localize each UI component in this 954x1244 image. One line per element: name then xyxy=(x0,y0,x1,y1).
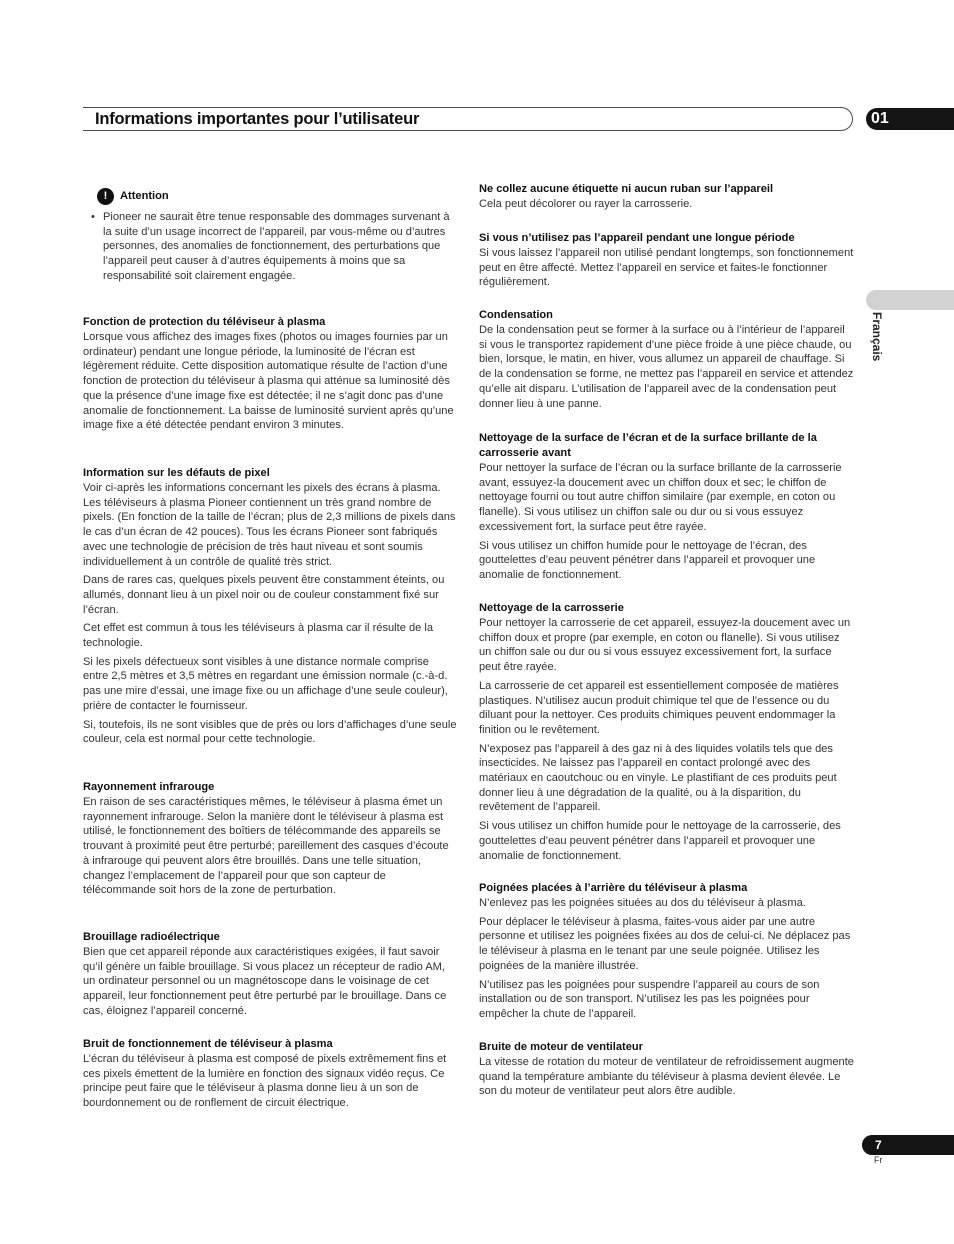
chapter-number: 01 xyxy=(871,110,889,127)
section-paragraph: Lorsque vous affichez des images fixes (photos ou images fournies par un ordinateur) pendant une longue période, la luminosité de l’écran est légèrement réduite. Cette disposition automatique résulte de l’action d’une fonction de protection du téléviseur à plasma qui atténue sa luminosité dès que la présence d’une image fixe est détectée; il ne s’agit donc pas d’une anomalie de fonctionnement. La baisse de luminosité survient après qu’une image fixe a été détectée pendant environ 3 minutes. xyxy=(83,331,454,432)
section-paragraph: Pour nettoyer la surface de l’écran ou la surface brillante de la carrosserie avant, essuyez-la doucement avec un chiffon doux et sec; le chiffon de nettoyage fourni ou tout autre chiffon similaire (par exemple, en coton ou flanelle). Si vous utilisez un chiffon sale ou dur ou si vous essuyez excessivement fort, la surface peut être rayée. xyxy=(479,462,842,533)
attention-label: Attention xyxy=(120,190,169,202)
page-title: Informations importantes pour l’utilisateur xyxy=(95,110,420,128)
section-paragraph: Pour nettoyer la carrosserie de cet appareil, essuyez-la doucement avec un chiffon doux et propre (par exemple, en coton ou flanelle). Si vous utilisez un chiffon sale ou dur ou si vous essuyez excessivement fort, la surface peut être rayée. xyxy=(479,617,851,674)
section-operating-noise xyxy=(83,1037,457,1115)
section-fan-noise xyxy=(479,1040,854,1103)
section-plasma-protection xyxy=(83,315,457,437)
section-heading: Si vous n’utilisez pas l’appareil pendant une longue période xyxy=(479,232,795,244)
section-heading: Nettoyage de la surface de l’écran et de la surface brillante de la carrosserie avant xyxy=(479,432,817,459)
section-heading: Poignées placées à l’arrière du téléviseur à plasma xyxy=(479,882,748,894)
section-paragraph: Si, toutefois, ils ne sont visibles que de près ou lors d’affichages d’une seule couleur, cela est normal pour cette technologie. xyxy=(83,718,457,746)
section-paragraph: Bien que cet appareil réponde aux caractéristiques exigées, il faut savoir qu’il génère un faible brouillage. Si vous placez un récepteur de radio AM, un ordinateur personnel ou un magnétoscope dans le voisinage de cet appareil, leur fonctionnement peut être perturbé par le brouillage. Dans ce cas, éloignez l’appareil concerné. xyxy=(83,946,447,1017)
section-rear-handles xyxy=(479,881,854,1026)
language-tab xyxy=(866,290,954,310)
section-paragraph: La vitesse de rotation du moteur de ventilateur de refroidissement augmente quand la température ambiante du téléviseur à plasma devient élevée. Le son du moteur de ventilateur peut alors être audible. xyxy=(479,1056,854,1098)
section-heading: Fonction de protection du téléviseur à plasma xyxy=(83,316,326,328)
section-paragraph: N’enlevez pas les poignées situées au dos du téléviseur à plasma. xyxy=(479,897,806,909)
section-heading: Rayonnement infrarouge xyxy=(83,781,215,793)
section-condensation xyxy=(479,308,854,415)
section-paragraph: La carrosserie de cet appareil est essentiellement composée de matières plastiques. N’utilisez aucun produit chimique tel que de l’essence ou du diluant pour la nettoyer. Ces produits chimiques peuvent endommager la finition ou le revêtement. xyxy=(479,679,839,736)
section-paragraph: Si vous laissez l’appareil non utilisé pendant longtemps, son fonctionnement peut en être affecté. Mettez l’appareil en service et faites-le fonctionner régulièrement. xyxy=(479,247,854,289)
section-long-period xyxy=(479,231,854,294)
caution-icon: ! xyxy=(97,188,114,205)
section-paragraph: Cet effet est commun à tous les téléviseurs à plasma car il résulte de la technologie. xyxy=(83,622,434,650)
section-heading: Ne collez aucune étiquette ni aucun ruban sur l’appareil xyxy=(479,183,774,195)
section-paragraph: De la condensation peut se former à la surface ou à l’intérieur de l’appareil si vous le transportez rapidement d’une pièce froide à une pièce chaude, ou bien, lorsque, le matin, en hiver, vous allumez un appareil de chauffage. Si de la condensation se forme, ne mettez pas l’appareil en service et attendez qu’elle ait disparu. L’utilisation de l’appareil avec de la condensation peut donner lieu à une panne. xyxy=(479,324,854,410)
section-heading: Information sur les défauts de pixel xyxy=(83,467,270,479)
section-no-labels xyxy=(479,182,854,216)
section-screen-cleaning xyxy=(479,431,854,587)
section-heading: Condensation xyxy=(479,309,553,321)
section-paragraph: En raison de ses caractéristiques mêmes, le téléviseur à plasma émet un rayonnement infrarouge. Selon la manière dont le téléviseur à plasma est utilisé, le fonctionnement des boîtiers de télécommande des appareils se trouvant à proximité peut être perturbé; pareillement des casques d’écoute à infrarouge qui peuvent alors être brouillés. Dans une telle situation, changez l’emplacement de l’appareil pour que son capteur de télécommande soit hors de la zone de perturbation. xyxy=(83,796,449,897)
section-heading: Nettoyage de la carrosserie xyxy=(479,602,624,614)
section-paragraph: Voir ci-après les informations concernant les pixels des écrans à plasma. Les téléviseurs à plasma Pioneer contiennent un très grand nombre de pixels. (En fonction de la taille de l’écran; plus de 2,3 millions de pixels dans le cas d’un écran de 42 pouces). Tous les écrans Pioneer sont fabriqués avec une technologie de précision de très haut niveau et sont soumis individuellement à un contrôle de qualité très strict. xyxy=(83,482,456,568)
section-pixel-defects xyxy=(83,466,457,751)
section-paragraph: Dans de rares cas, quelques pixels peuvent être constamment éteints, ou allumés, donnant lieu à un pixel noir ou de couleur constamment fixé sur l’écran. xyxy=(83,574,445,616)
attention-list xyxy=(91,210,457,284)
section-paragraph: Si vous utilisez un chiffon humide pour le nettoyage de la carrosserie, des gouttelettes d’eau peuvent pénétrer dans l’appareil et provoquer une anomalie de fonctionnement. xyxy=(479,820,841,862)
section-infrared xyxy=(83,780,457,902)
section-heading: Brouillage radioélectrique xyxy=(83,931,220,943)
section-cabinet-cleaning xyxy=(479,601,854,867)
section-paragraph: N’exposez pas l’appareil à des gaz ni à des liquides volatils tels que des insecticides. Ne laissez pas l’appareil en contact prolongé avec des matériaux en caoutchouc ou en vinyle. Le plastifiant de ces produits peut donner lieu à une dégradation de la qualité, ou à la disparition, du revêtement de l’appareil. xyxy=(479,742,837,814)
page-number: 7 xyxy=(875,1138,882,1152)
section-heading: Bruite de moteur de ventilateur xyxy=(479,1041,643,1053)
page-language-code: Fr xyxy=(874,1155,883,1165)
attention-heading xyxy=(97,186,169,206)
section-radio-interference xyxy=(83,930,457,1023)
attention-bullet: • Pioneer ne saurait être tenue responsable des dommages survenant à la suite d’un usage incorrect de l’appareil, par vous-même ou d’autres personnes, des anomalies de fonctionnement, des perturbations que l’appareil peut causer à d’autres équipements à moins que sa responsabilité soit clairement engagée. xyxy=(91,210,457,284)
section-paragraph: Pour déplacer le téléviseur à plasma, faites-vous aider par une autre personne et utilisez les poignées fixées au dos de celui-ci. Ne déplacez pas le téléviseur à plasma en le tenant par une seule poignée. Utilisez les poignées de la manière illustrée. xyxy=(479,915,851,972)
section-paragraph: Si vous utilisez un chiffon humide pour le nettoyage de l’écran, des gouttelettes d’eau peuvent pénétrer dans l’appareil et provoquer une anomalie de fonctionnement. xyxy=(479,539,816,581)
section-heading: Bruit de fonctionnement de téléviseur à plasma xyxy=(83,1038,333,1050)
section-paragraph: L’écran du téléviseur à plasma est composé de pixels extrêmement fins et ces pixels émettent de la lumière en fonction des signaux vidéo reçus. Ce principe peut faire que le téléviseur à plasma donne lieu à un son de bourdonnement ou de ronflement de circuit électrique. xyxy=(83,1053,447,1110)
section-paragraph: Cela peut décolorer ou rayer la carrosserie. xyxy=(479,198,693,210)
section-paragraph: N’utilisez pas les poignées pour suspendre l’appareil au cours de son installation ou de son transport. N’utilisez les pas les poignées pour empêcher la chute de l’appareil. xyxy=(479,978,820,1020)
language-label: Français xyxy=(870,312,884,362)
section-paragraph: Si les pixels défectueux sont visibles à une distance normale comprise entre 2,5 mètres et 3,5 mètres en regardant une émission normale (c.-à-d. pas une mire d’essai, une image fixe ou un affichage d’une seule couleur), prière de contacter le fournisseur. xyxy=(83,655,448,712)
